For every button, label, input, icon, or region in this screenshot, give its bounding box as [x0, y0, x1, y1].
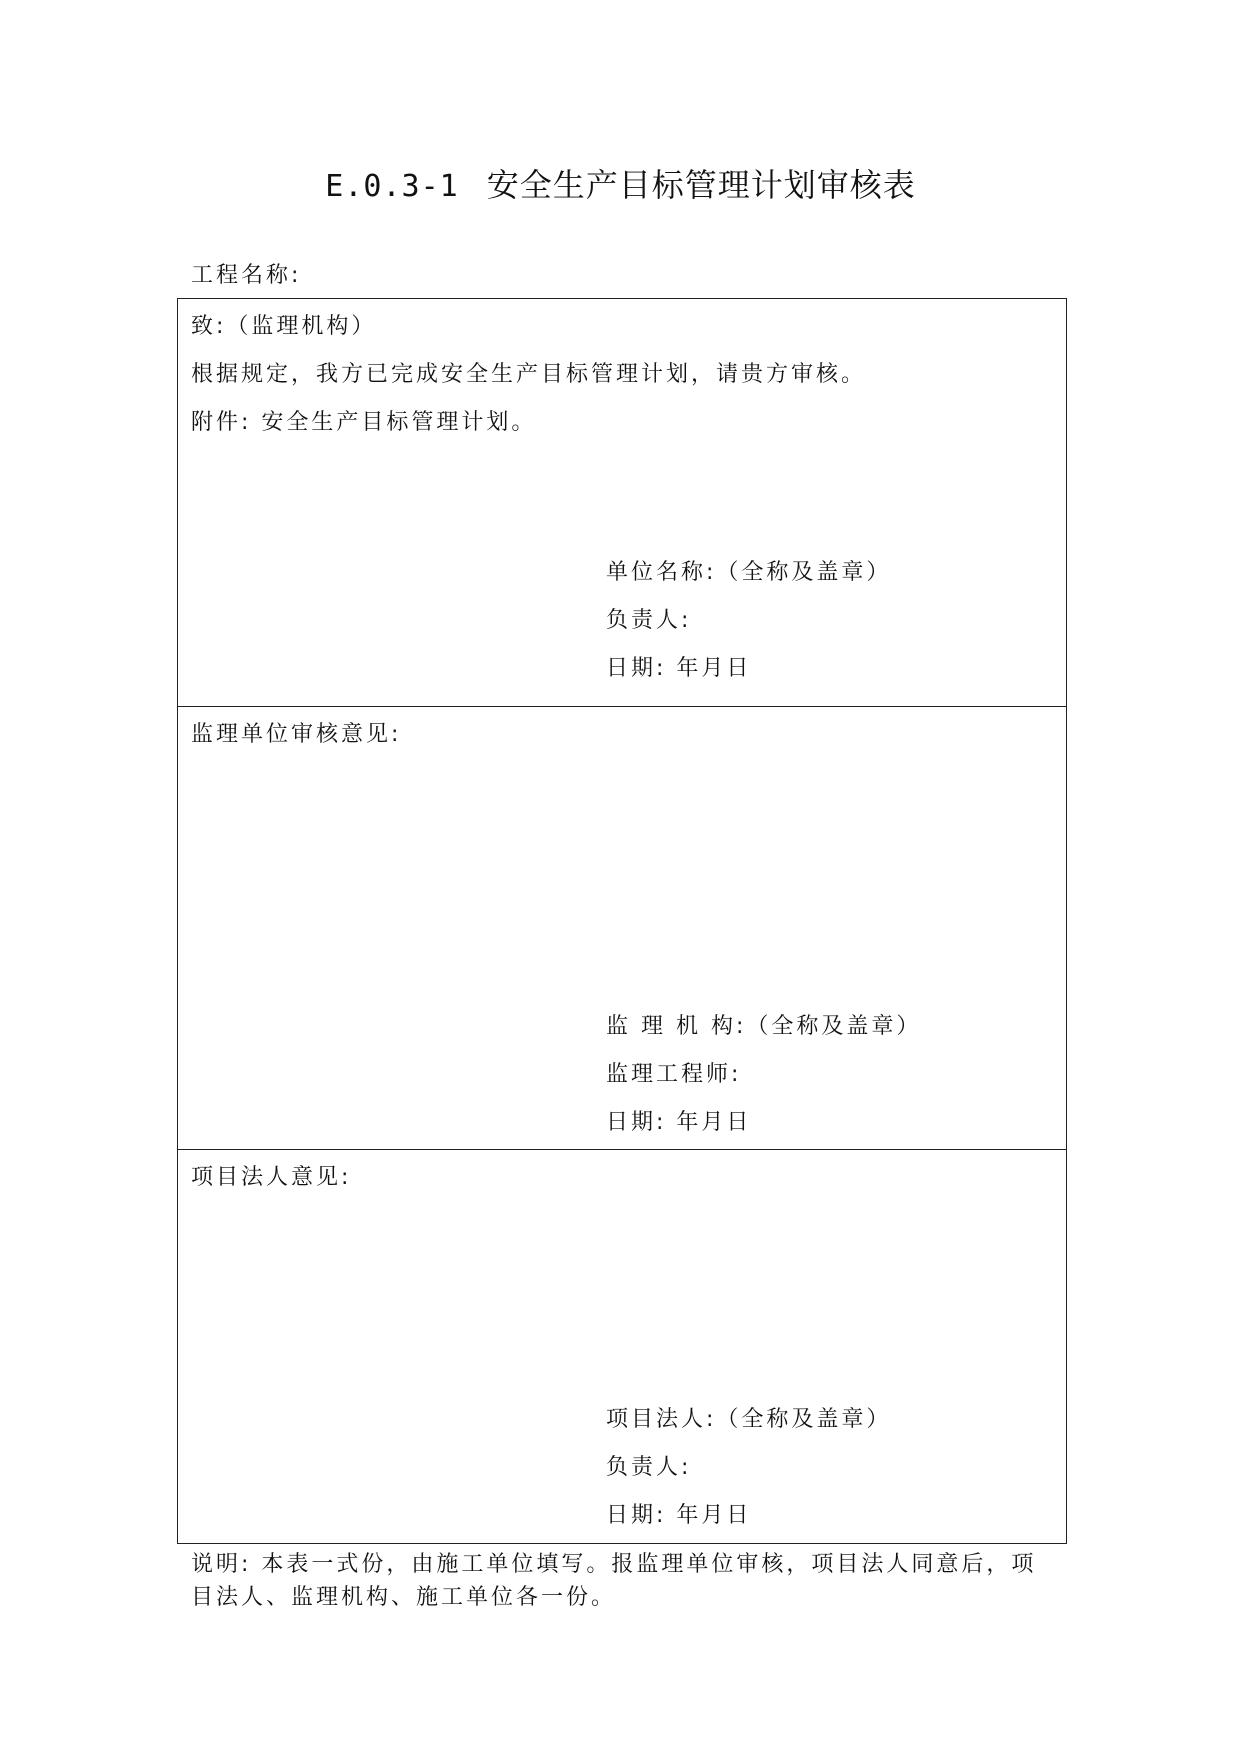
document-title: [0, 160, 1241, 206]
submission-section: [178, 299, 1066, 707]
project-name-label: 工程名称:: [191, 263, 302, 288]
responsible-person-field: 负责人:: [606, 608, 692, 633]
legal-person-date-field: 日期: 年月日: [606, 1503, 752, 1528]
supervision-date-field: 日期: 年月日: [606, 1110, 752, 1135]
legal-person-heading: 项目法人意见:: [191, 1165, 352, 1190]
form-title: 安全生产目标管理计划审核表: [486, 166, 916, 204]
attachment-line: 附件: 安全生产目标管理计划。: [191, 410, 537, 435]
legal-person-responsible-field: 负责人:: [606, 1455, 692, 1480]
form-code: E.0.3-1: [325, 169, 459, 204]
supervision-review-section: [178, 707, 1066, 1150]
review-form-table: [177, 298, 1067, 1544]
addressee-line: 致:（监理机构）: [191, 314, 377, 339]
supervision-review-heading: 监理单位审核意见:: [191, 722, 402, 747]
legal-person-section: [178, 1150, 1066, 1543]
footnote: 说明: 本表一式份，由施工单位填写。报监理单位审核，项目法人同意后，项目法人、监理机构、施工单位各一份。: [191, 1552, 1037, 1610]
supervision-engineer-field: 监理工程师:: [606, 1062, 742, 1087]
date-field: 日期: 年月日: [606, 656, 752, 681]
supervision-org-field: 监 理 机 构:（全称及盖章）: [606, 1014, 922, 1039]
unit-name-field: 单位名称:（全称及盖章）: [606, 560, 892, 585]
submission-body: 根据规定，我方已完成安全生产目标管理计划，请贵方审核。: [191, 362, 867, 387]
legal-person-field: 项目法人:（全称及盖章）: [606, 1407, 892, 1432]
